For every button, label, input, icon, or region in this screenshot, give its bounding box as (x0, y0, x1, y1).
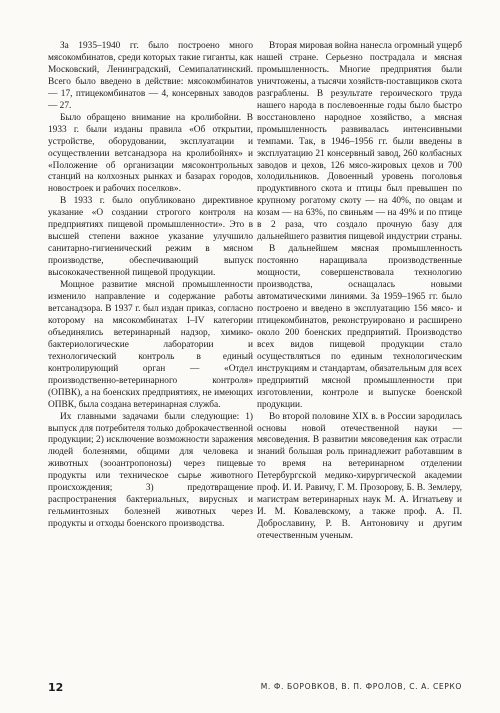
running-footer-authors: М. Ф. БОРОВКОВ, В. П. ФРОЛОВ, С. А. СЕРКО (260, 682, 462, 691)
paragraph-1959-1965-growth: В дальнейшем мясная промышленность постоянно наращивала производственные мощности, совершенствовала технологию производства, оснащалась новыми автоматическими линиями. За 1959–1965 гг. было построено и введено в эксплуатацию 156 мясо- и птицекомбинатов, реконструировано и расширено около 200 боенских предприятий. Производство всех видов пищевой продукции стало осуществляться по единым технологическим инструкциям и стандартам, обязательным для всех предприятий мясной промышленности при изготовлении, контроле и выпуске боенской продукции. (257, 244, 462, 410)
page-footer (48, 681, 462, 695)
right-column (257, 41, 462, 543)
paragraph-main-tasks: Их главными задачами были следующие: 1) выпуск для потребителя только доброкачественной продукции; 2) исключение возможности заражения людей болезнями, общими для человека и животных (зооантропонозы) через пищевые продукты или техническое сырье животного происхождения; 3) предотвращение распространения бактериальных, вирусных и гельминтозных болезней животных через продукты и отходы боенского производства. (48, 411, 253, 530)
paragraph-world-war-two: Вторая мировая война нанесла огромный ущерб нашей стране. Серьезно пострадала и мясная промышленность. Многие предприятия были уничтожены, а тысячи хозяйств-поставщиков скота разграблены. В результате героического труда нашего народа в послевоенные годы было быстро восстановлено народное хозяйство, а мясная промышленность развивалась интенсивными темпами. Так, в 1946–1956 гг. были введены в эксплуатацию 21 консервный завод, 260 колбасных заводов и цехов, 126 мясо-жировых цехов и 700 холодильников. Довоенный уровень поголовья продуктивного скота и птицы был превышен по крупному рогатому скоту — на 40%, по овцам и козам — на 63%, по свиньям — на 49% и по птице в 2 раза, что создало прочную базу для дальнейшего развития пищевой индустрии страны. (257, 41, 462, 243)
paragraph-opvk-1937: Мощное развитие мясной промышленности изменило направление и содержание работы ветсанадзора. В 1937 г. был издан приказ, согласно которому на мясокомбинатах I–IV категории объединялись ветеринарный надзор, химико-бактериологические лаборатории и технологический контроль в единый контролирующий орган — «Отдел производственно-ветеринарного контроля» (ОПВК), а на боенских предприятиях, не имеющих ОПВК, была создана ветеринарная служба. (48, 280, 253, 410)
paragraph-rabbit-slaughterhouses: Было обращено внимание на кролибойни. В 1933 г. были изданы правила «Об открытии, устройстве, оборудовании, эксплуатации и осуществлении ветсанадзора на кролибойнях» и «Положение об организации мясоконтрольных станций на колхозных рынках и базарах городов, новостроек и рабочих поселков». (48, 112, 253, 195)
paragraph-meat-plants-1935-1940: За 1935–1940 гг. было построено много мясокомбинатов, среди которых такие гиганты, как Московский, Ленинградский, Семипалатинский. Всего было введено в действие: мясокомбинатов — 17, птицекомбинатов — 4, консервных заводов — 27. (48, 41, 253, 111)
left-column (48, 41, 253, 531)
paragraph-directive-1933: В 1933 г. было опубликовано директивное указание «О создании строгого контроля на предприятиях пищевой промышленности». Это в высшей степени важное указание улучшило санитарно-гигиенический режим в мясном производстве, обеспечивающий выпуск высококачественной пищевой продукции. (48, 196, 253, 279)
page-number: 12 (48, 681, 64, 694)
paragraph-meat-science-history: Во второй половине XIX в. в России зародилась основы новой отечественной науки — мясоведения. В развитии мясоведения как отрасли знаний большая роль принадлежит работавшим в то время на ветеринарном отделении Петербургской медико-хирургической академии проф. И. И. Равичу, Г. М. Прозорову, Б. В. Землеру, магистрам ветеринарных наук М. А. Игнатьеву и И. М. Ковалевскому, а также проф. А. П. Доброславину, Р. В. Антоновичу и другим отечественным ученым. (257, 411, 462, 542)
